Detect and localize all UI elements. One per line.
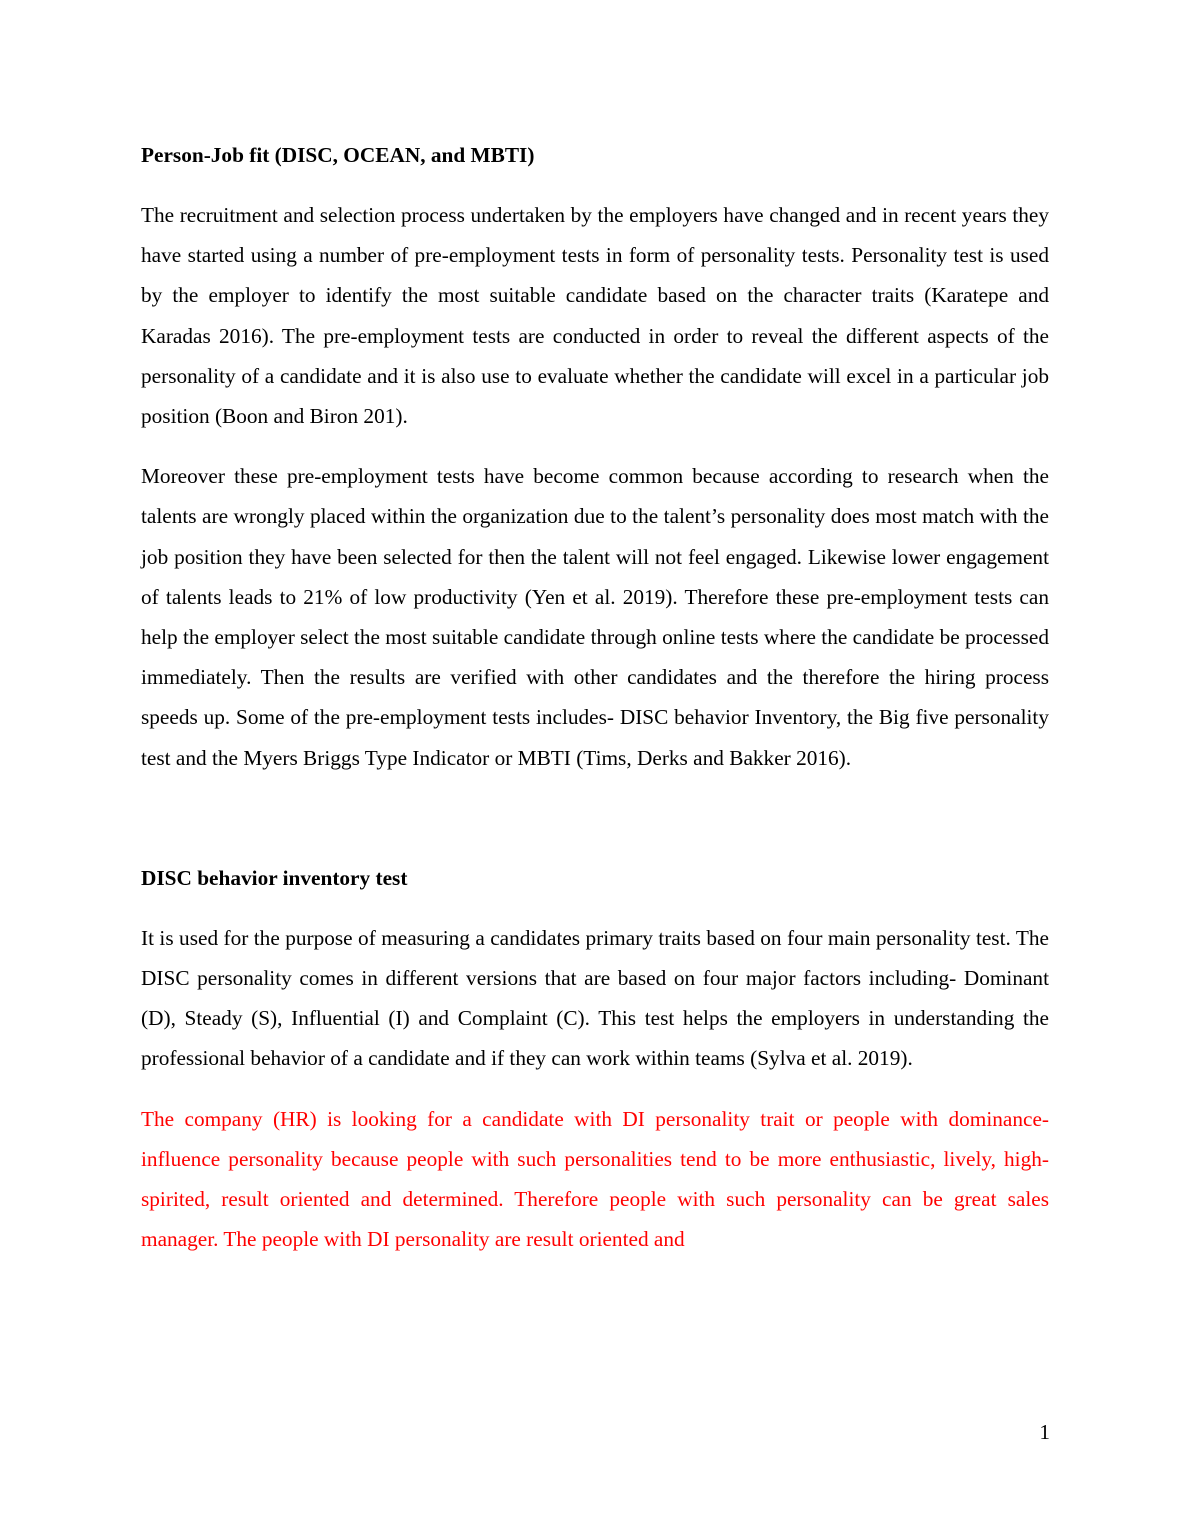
page-number: 1: [1039, 1420, 1050, 1444]
paragraph-pre-employment-tests: Moreover these pre-employment tests have become common because according to research when the talents are wrongly placed within the organization due to the talent’s personality does most match with the job position they have been selected for then the talent will not feel engaged. Likewise lower engagement of talents leads to 21% of low productivity (Yen et al. 2019). Therefore these pre-employment tests can help the employer select the most suitable candidate through online tests where the candidate be processed immediately. Then the results are verified with other candidates and the therefore the hiring process speeds up. Some of the pre-employment tests includes- DISC behavior Inventory, the Big five personality test and the Myers Briggs Type Indicator or MBTI (Tims, Derks and Bakker 2016).: [141, 464, 1049, 770]
section-heading-person-job-fit: Person-Job fit (DISC, OCEAN, and MBTI): [141, 143, 535, 167]
paragraph-recruitment: The recruitment and selection process undertaken by the employers have changed and in recent years they have started using a number of pre-employment tests in form of personality tests. Personality test is used by the employer to identify the most suitable candidate based on the character traits (Karatepe and Karadas 2016). The pre-employment tests are conducted in order to reveal the different aspects of the personality of a candidate and it is also use to evaluate whether the candidate will excel in a particular job position (Boon and Biron 201).: [141, 203, 1049, 429]
section-heading-disc: DISC behavior inventory test: [141, 865, 408, 890]
paragraph-disc-description: It is used for the purpose of measuring a candidates primary traits based on four main personality test. The DISC personality comes in different versions that are based on four major factors including- Dominant (D), Steady (S), Influential (I) and Complaint (C). This test helps the employers in understanding the professional behavior of a candidate and if they can work within teams (Sylva et al. 2019).: [141, 925, 1049, 1071]
paragraph-highlighted-di-personality: The company (HR) is looking for a candidate with DI personality trait or people with dominance-influence personality because people with such personalities tend to be more enthusiastic, lively, high-spirited, result oriented and determined. Therefore people with such personality can be great sales manager. The people with DI personality are result oriented and: [141, 1106, 1049, 1252]
section-spacer: [141, 798, 1049, 858]
document-body: [141, 135, 1049, 1279]
